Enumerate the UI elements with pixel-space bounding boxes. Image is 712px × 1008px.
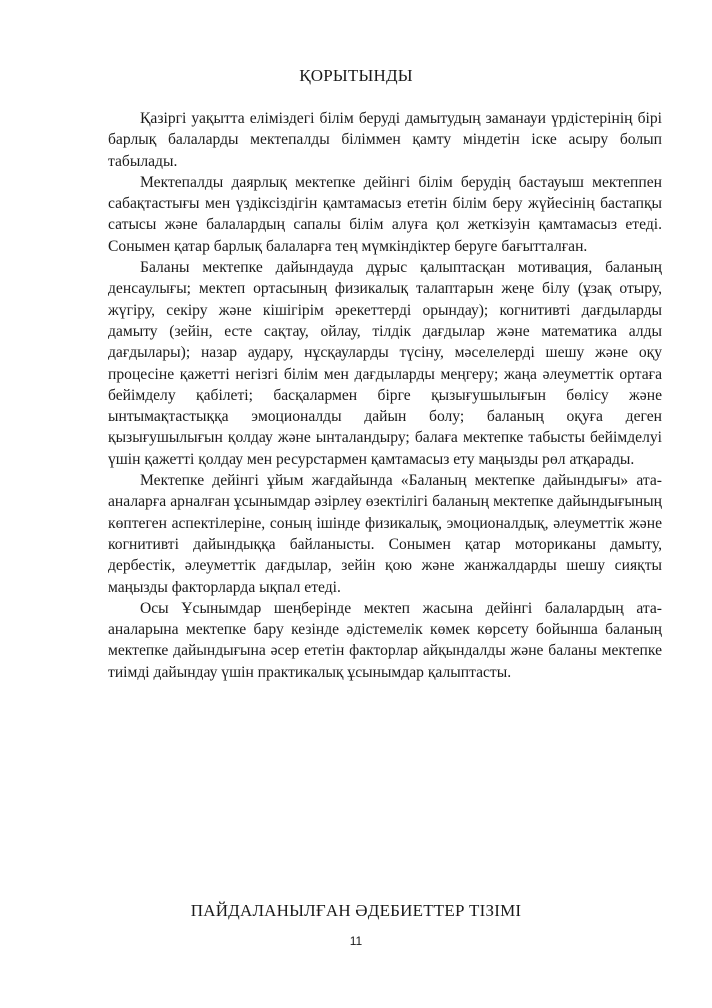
conclusion-paragraph: Қазіргі уақытта еліміздегі білім беруді дамытудың заманауи үрдістерінің бірі барлық балаларды мектепалды біліммен қамту міндетін іске асыру болып табылады.	[108, 110, 662, 170]
conclusion-paragraph: Осы Ұсынымдар шеңберінде мектеп жасына дейінгі балалардың ата-аналарына мектепке бару кезінде әдістемелік көмек көрсету бойынша баланың мектепке дайындығына әсер ететін факторлар айқындалды және баланы мектепке тиімді дайындау үшін практикалық ұсынымдар қалыптасты.	[108, 599, 662, 681]
conclusion-paragraph: Мектепке дейінгі ұйым жағдайында «Баланың мектепке дайындығы» ата-аналарға арналған ұсынымдар әзірлеу өзектілігі баланың мектепке дайындығының көптеген аспектілеріне, соның ішінде физикалық, эмоционалдық, әлеуметтік және когнитивті дайындыққа байланысты. Сонымен қатар моториканы дамыту, дербестік, әлеуметтік дағдылар, зейін қою және жанжалдарды шешу сияқты маңызды факторларда ықпал етеді.	[108, 472, 662, 596]
conclusion-paragraph: Баланы мектепке дайындауда дұрыс қалыптасқан мотивация, баланың денсаулығы; мектеп ортасының физикалық талаптарын жеңе білу (ұзақ отыру, жүгіру, секіру және кішігірім әрекеттерді орындау); когнитивті дағдыларды дамыту (зейін, есте сақтау, ойлау, тілдік дағдылар және математика алды дағдылары); назар аудару, нұсқауларды түсіну, мәселелерді шешу және оқу процесіне қажетті негізгі білім мен дағдыларды меңгеру; жаңа әлеуметтік ортаға бейімделу қабілеті; басқалармен бірге қызығушылығын бөлісу және ынтымақтастыққа эмоционалды дайын болу; баланың оқуға деген қызығушылығын қолдау және ынталандыру; балаға мектепке табысты бейімделуі үшін қажетті қолдау мен ресурстармен қамтамасыз ету маңызды рөл атқарады.	[108, 259, 662, 468]
page-number: 11	[349, 934, 363, 948]
conclusion-body	[108, 108, 662, 683]
references-heading: ПАЙДАЛАНЫЛҒАН ӘДЕБИЕТТЕР ТІЗІМІ	[190, 901, 522, 920]
conclusion-paragraph: Мектепалды даярлық мектепке дейінгі білім берудің бастауыш мектеппен сабақтастығы мен үздіксіздігін қамтамасыз ететін білім беру жүйесінің бастапқы сатысы және балалардың сапалы білім алуға қол жеткізуін қамтамасыз етеді. Сонымен қатар барлық балаларға тең мүмкіндіктер беруге бағытталған.	[108, 173, 662, 255]
conclusion-heading: ҚОРЫТЫНДЫ	[299, 66, 413, 85]
